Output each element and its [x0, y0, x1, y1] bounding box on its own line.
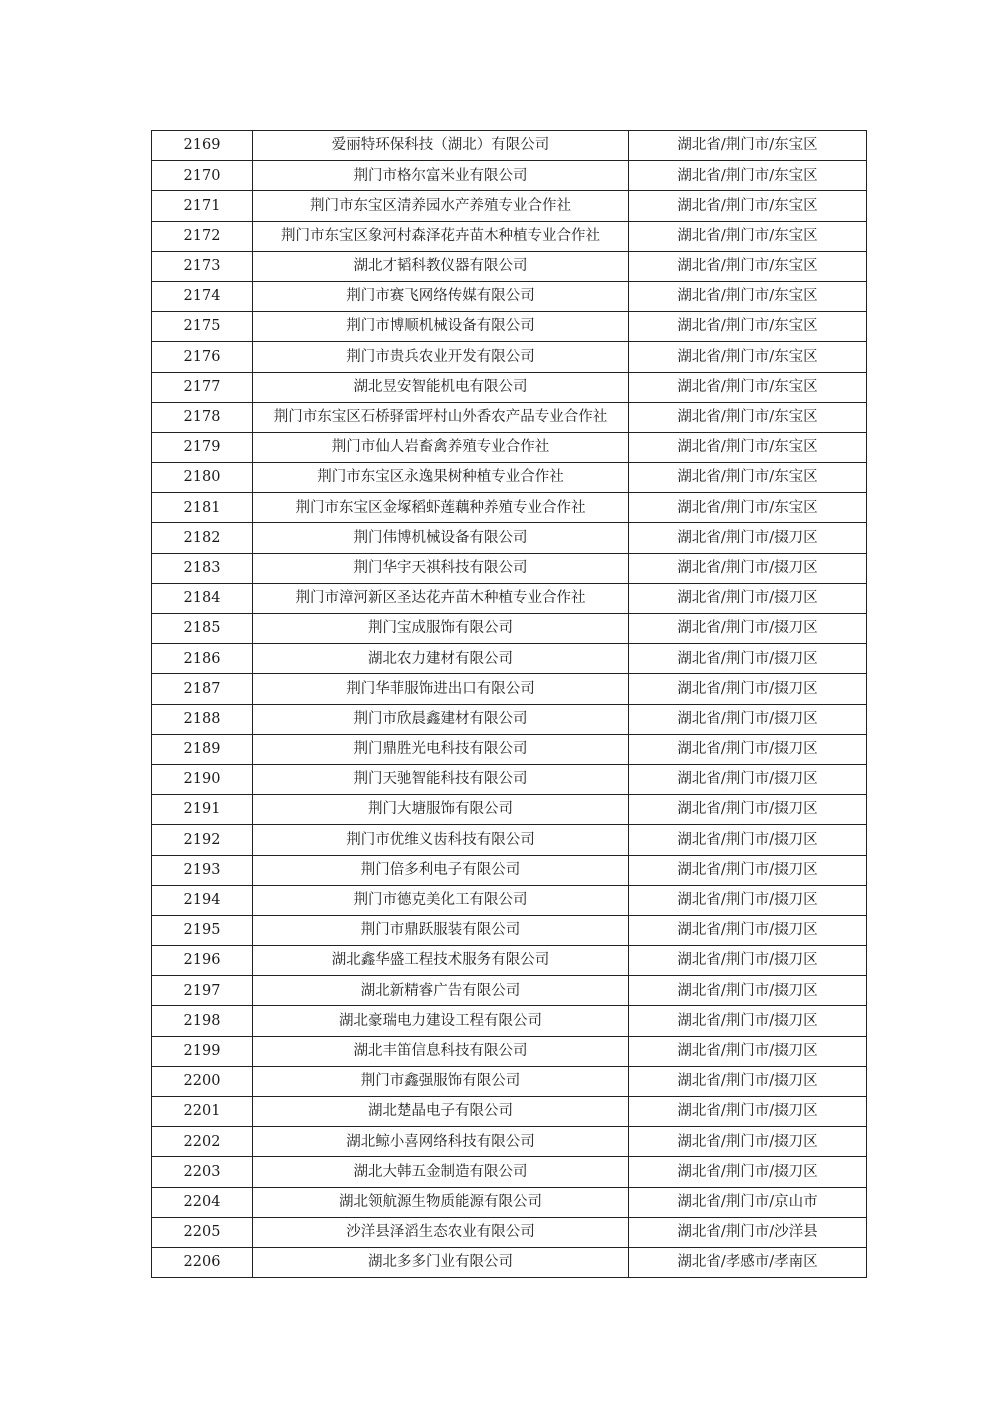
row-number-cell: 2192: [152, 825, 253, 855]
company-name-cell: 湖北多多门业有限公司: [253, 1247, 629, 1277]
region-cell: 湖北省/荆门市/东宝区: [629, 221, 867, 251]
region-cell: 湖北省/荆门市/东宝区: [629, 131, 867, 161]
table-row: [152, 825, 867, 855]
table-row: [152, 402, 867, 432]
table-row: [152, 855, 867, 885]
region-cell: 湖北省/荆门市/掇刀区: [629, 523, 867, 553]
region-cell: 湖北省/荆门市/掇刀区: [629, 1157, 867, 1187]
region-cell: 湖北省/荆门市/掇刀区: [629, 1097, 867, 1127]
row-number-cell: 2191: [152, 795, 253, 825]
company-name-cell: 荆门市德克美化工有限公司: [253, 885, 629, 915]
table-row: [152, 1247, 867, 1277]
row-number-cell: 2187: [152, 674, 253, 704]
company-name-cell: 荆门华菲服饰进出口有限公司: [253, 674, 629, 704]
table-row: [152, 734, 867, 764]
company-name-cell: 荆门市赛飞网络传媒有限公司: [253, 281, 629, 311]
table-row: [152, 583, 867, 613]
company-name-cell: 荆门市欣晨鑫建材有限公司: [253, 704, 629, 734]
company-name-cell: 湖北农力建材有限公司: [253, 644, 629, 674]
region-cell: 湖北省/荆门市/掇刀区: [629, 614, 867, 644]
table-row: [152, 1066, 867, 1096]
table-body: [152, 131, 867, 1278]
company-name-cell: 荆门市东宝区清养园水产养殖专业合作社: [253, 191, 629, 221]
company-name-cell: 湖北丰笛信息科技有限公司: [253, 1036, 629, 1066]
row-number-cell: 2206: [152, 1247, 253, 1277]
table-row: [152, 281, 867, 311]
region-cell: 湖北省/荆门市/掇刀区: [629, 915, 867, 945]
company-name-cell: 荆门市格尔富米业有限公司: [253, 161, 629, 191]
company-name-cell: 荆门伟博机械设备有限公司: [253, 523, 629, 553]
row-number-cell: 2178: [152, 402, 253, 432]
table-row: [152, 644, 867, 674]
row-number-cell: 2189: [152, 734, 253, 764]
region-cell: 湖北省/荆门市/掇刀区: [629, 1066, 867, 1096]
company-name-cell: 湖北领航源生物质能源有限公司: [253, 1187, 629, 1217]
company-name-cell: 荆门宝成服饰有限公司: [253, 614, 629, 644]
row-number-cell: 2205: [152, 1217, 253, 1247]
company-name-cell: 荆门市优维义齿科技有限公司: [253, 825, 629, 855]
company-name-cell: 荆门市鑫强服饰有限公司: [253, 1066, 629, 1096]
row-number-cell: 2169: [152, 131, 253, 161]
company-name-cell: 湖北昱安智能机电有限公司: [253, 372, 629, 402]
region-cell: 湖北省/荆门市/掇刀区: [629, 1006, 867, 1036]
company-name-cell: 湖北鲸小喜网络科技有限公司: [253, 1127, 629, 1157]
table-row: [152, 312, 867, 342]
region-cell: 湖北省/荆门市/东宝区: [629, 463, 867, 493]
region-cell: 湖北省/荆门市/掇刀区: [629, 734, 867, 764]
table-row: [152, 553, 867, 583]
row-number-cell: 2181: [152, 493, 253, 523]
row-number-cell: 2201: [152, 1097, 253, 1127]
company-name-cell: 荆门市东宝区金塚稻虾莲藕种养殖专业合作社: [253, 493, 629, 523]
region-cell: 湖北省/荆门市/掇刀区: [629, 644, 867, 674]
region-cell: 湖北省/荆门市/掇刀区: [629, 674, 867, 704]
table-row: [152, 191, 867, 221]
table-row: [152, 1187, 867, 1217]
region-cell: 湖北省/荆门市/东宝区: [629, 372, 867, 402]
region-cell: 湖北省/荆门市/东宝区: [629, 191, 867, 221]
table-row: [152, 1127, 867, 1157]
company-name-cell: 湖北鑫华盛工程技术服务有限公司: [253, 946, 629, 976]
company-name-cell: 荆门市贵兵农业开发有限公司: [253, 342, 629, 372]
region-cell: 湖北省/荆门市/东宝区: [629, 281, 867, 311]
region-cell: 湖北省/荆门市/掇刀区: [629, 855, 867, 885]
row-number-cell: 2174: [152, 281, 253, 311]
company-name-cell: 湖北才韬科教仪器有限公司: [253, 251, 629, 281]
row-number-cell: 2171: [152, 191, 253, 221]
region-cell: 湖北省/荆门市/东宝区: [629, 342, 867, 372]
region-cell: 湖北省/荆门市/掇刀区: [629, 825, 867, 855]
row-number-cell: 2199: [152, 1036, 253, 1066]
row-number-cell: 2179: [152, 432, 253, 462]
table-row: [152, 1157, 867, 1187]
table-row: [152, 704, 867, 734]
row-number-cell: 2203: [152, 1157, 253, 1187]
region-cell: 湖北省/荆门市/掇刀区: [629, 1036, 867, 1066]
region-cell: 湖北省/荆门市/掇刀区: [629, 795, 867, 825]
company-name-cell: 荆门市东宝区石桥驿雷坪村山外香农产品专业合作社: [253, 402, 629, 432]
company-name-cell: 荆门倍多利电子有限公司: [253, 855, 629, 885]
table-row: [152, 614, 867, 644]
region-cell: 湖北省/荆门市/东宝区: [629, 161, 867, 191]
row-number-cell: 2170: [152, 161, 253, 191]
table-row: [152, 795, 867, 825]
row-number-cell: 2193: [152, 855, 253, 885]
table-row: [152, 1036, 867, 1066]
row-number-cell: 2194: [152, 885, 253, 915]
row-number-cell: 2180: [152, 463, 253, 493]
company-name-cell: 荆门市东宝区永逸果树种植专业合作社: [253, 463, 629, 493]
region-cell: 湖北省/荆门市/掇刀区: [629, 764, 867, 794]
region-cell: 湖北省/荆门市/东宝区: [629, 493, 867, 523]
table-row: [152, 372, 867, 402]
row-number-cell: 2172: [152, 221, 253, 251]
company-name-cell: 湖北楚晶电子有限公司: [253, 1097, 629, 1127]
region-cell: 湖北省/荆门市/掇刀区: [629, 553, 867, 583]
table-row: [152, 946, 867, 976]
company-name-cell: 湖北大韩五金制造有限公司: [253, 1157, 629, 1187]
table-row: [152, 915, 867, 945]
row-number-cell: 2195: [152, 915, 253, 945]
company-list-table: [151, 130, 867, 1278]
row-number-cell: 2177: [152, 372, 253, 402]
region-cell: 湖北省/荆门市/京山市: [629, 1187, 867, 1217]
row-number-cell: 2190: [152, 764, 253, 794]
row-number-cell: 2176: [152, 342, 253, 372]
row-number-cell: 2197: [152, 976, 253, 1006]
table-row: [152, 674, 867, 704]
row-number-cell: 2196: [152, 946, 253, 976]
region-cell: 湖北省/荆门市/掇刀区: [629, 1127, 867, 1157]
table-row: [152, 131, 867, 161]
region-cell: 湖北省/荆门市/东宝区: [629, 432, 867, 462]
region-cell: 湖北省/荆门市/掇刀区: [629, 885, 867, 915]
row-number-cell: 2184: [152, 583, 253, 613]
table-row: [152, 432, 867, 462]
row-number-cell: 2200: [152, 1066, 253, 1096]
table-row: [152, 1006, 867, 1036]
table-row: [152, 976, 867, 1006]
row-number-cell: 2204: [152, 1187, 253, 1217]
table-row: [152, 342, 867, 372]
company-name-cell: 荆门华宇天祺科技有限公司: [253, 553, 629, 583]
table-row: [152, 221, 867, 251]
row-number-cell: 2183: [152, 553, 253, 583]
company-name-cell: 荆门大塘服饰有限公司: [253, 795, 629, 825]
region-cell: 湖北省/荆门市/东宝区: [629, 402, 867, 432]
region-cell: 湖北省/荆门市/东宝区: [629, 312, 867, 342]
table-row: [152, 885, 867, 915]
region-cell: 湖北省/孝感市/孝南区: [629, 1247, 867, 1277]
company-name-cell: 荆门市东宝区象河村森泽花卉苗木种植专业合作社: [253, 221, 629, 251]
company-name-cell: 爱丽特环保科技（湖北）有限公司: [253, 131, 629, 161]
region-cell: 湖北省/荆门市/掇刀区: [629, 583, 867, 613]
row-number-cell: 2202: [152, 1127, 253, 1157]
region-cell: 湖北省/荆门市/掇刀区: [629, 704, 867, 734]
table-row: [152, 493, 867, 523]
row-number-cell: 2173: [152, 251, 253, 281]
row-number-cell: 2186: [152, 644, 253, 674]
table-row: [152, 764, 867, 794]
company-name-cell: 荆门市鼎跃服装有限公司: [253, 915, 629, 945]
table-row: [152, 1097, 867, 1127]
row-number-cell: 2182: [152, 523, 253, 553]
table-row: [152, 161, 867, 191]
table-row: [152, 463, 867, 493]
region-cell: 湖北省/荆门市/东宝区: [629, 251, 867, 281]
region-cell: 湖北省/荆门市/掇刀区: [629, 946, 867, 976]
company-name-cell: 湖北豪瑞电力建设工程有限公司: [253, 1006, 629, 1036]
row-number-cell: 2188: [152, 704, 253, 734]
table-row: [152, 1217, 867, 1247]
table-row: [152, 251, 867, 281]
region-cell: 湖北省/荆门市/沙洋县: [629, 1217, 867, 1247]
company-name-cell: 荆门鼎胜光电科技有限公司: [253, 734, 629, 764]
company-name-cell: 荆门天驰智能科技有限公司: [253, 764, 629, 794]
company-name-cell: 荆门市漳河新区圣达花卉苗木种植专业合作社: [253, 583, 629, 613]
company-name-cell: 沙洋县泽滔生态农业有限公司: [253, 1217, 629, 1247]
region-cell: 湖北省/荆门市/掇刀区: [629, 976, 867, 1006]
company-name-cell: 荆门市博顺机械设备有限公司: [253, 312, 629, 342]
company-name-cell: 湖北新精睿广告有限公司: [253, 976, 629, 1006]
row-number-cell: 2175: [152, 312, 253, 342]
company-name-cell: 荆门市仙人岩畜禽养殖专业合作社: [253, 432, 629, 462]
row-number-cell: 2198: [152, 1006, 253, 1036]
table-row: [152, 523, 867, 553]
row-number-cell: 2185: [152, 614, 253, 644]
